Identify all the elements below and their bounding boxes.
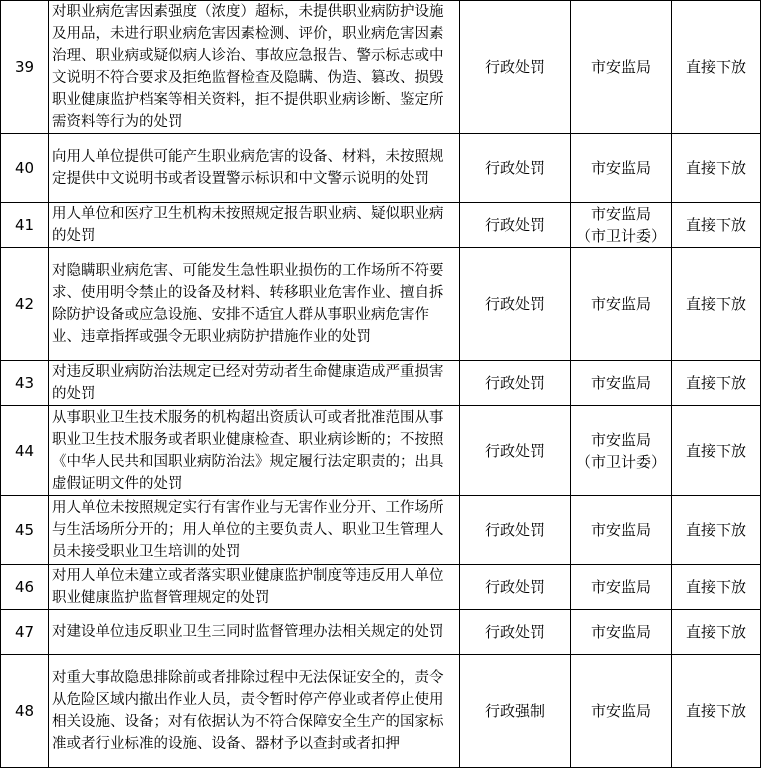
department xyxy=(571,655,672,768)
table-row xyxy=(1,248,761,361)
table-body xyxy=(1,1,761,768)
item-name: 用人单位和医疗卫生机构未按照规定报告职业病、疑似职业病的处罚 xyxy=(49,203,460,248)
row-number: 42 xyxy=(1,248,49,361)
department xyxy=(571,134,672,203)
department xyxy=(571,565,672,610)
department-name: 市安监局 xyxy=(590,430,651,449)
table-row xyxy=(1,1,761,134)
item-name: 用人单位未按照规定实行有害作业与无害作业分开、工作场所与生活场所分开的；用人单位的主要负责人、职业卫生管理人员未接受职业卫生培训的处罚 xyxy=(49,496,460,565)
department-name: 市安监局 xyxy=(590,295,651,313)
delegation-mode: 直接下放 xyxy=(672,248,761,361)
power-type: 行政处罚 xyxy=(460,203,571,248)
department xyxy=(571,1,672,134)
delegation-mode: 直接下放 xyxy=(672,203,761,248)
table-row xyxy=(1,361,761,406)
table-row xyxy=(1,203,761,248)
table-row xyxy=(1,610,761,655)
delegation-mode: 直接下放 xyxy=(672,610,761,655)
power-type: 行政处罚 xyxy=(460,610,571,655)
department-name: 市安监局 xyxy=(590,521,651,539)
power-type: 行政强制 xyxy=(460,655,571,768)
item-name: 对隐瞒职业病危害、可能发生急性职业损伤的工作场所不符要求、使用明令禁止的设备及材料、转移职业危害作业、擅自拆除防护设备或应急设施、安排不适宜人群从事职业病危害作业、违章指挥或强令无职业病防护措施作业的处罚 xyxy=(49,248,460,361)
row-number: 48 xyxy=(1,655,49,768)
power-type: 行政处罚 xyxy=(460,1,571,134)
delegation-mode: 直接下放 xyxy=(672,134,761,203)
delegation-mode: 直接下放 xyxy=(672,361,761,406)
department-name: 市安监局 xyxy=(590,578,651,596)
item-name: 对职业病危害因素强度（浓度）超标，未提供职业病防护设施及用品，未进行职业病危害因素检测、评价，职业病危害因素治理、职业病或疑似病人诊治、事故应急报告、警示标志或中文说明不符合要求及拒绝监督检查及隐瞒、伪造、篡改、损毁职业健康监护档案等相关资料，拒不提供职业病诊断、鉴定所需资料等行为的处罚 xyxy=(49,1,460,134)
row-number: 47 xyxy=(1,610,49,655)
row-number: 39 xyxy=(1,1,49,134)
row-number: 40 xyxy=(1,134,49,203)
table-row xyxy=(1,496,761,565)
department-note: （市卫计委） xyxy=(575,227,666,245)
department-name: 市安监局 xyxy=(590,159,651,177)
department xyxy=(571,248,672,361)
department-name: 市安监局 xyxy=(590,702,651,720)
power-type: 行政处罚 xyxy=(460,406,571,496)
row-number: 41 xyxy=(1,203,49,248)
item-name: 对用人单位未建立或者落实职业健康监护制度等违反用人单位职业健康监护监督管理规定的处罚 xyxy=(49,565,460,610)
item-name: 向用人单位提供可能产生职业病危害的设备、材料，未按照规定提供中文说明书或者设置警示标识和中文警示说明的处罚 xyxy=(49,134,460,203)
department-note: （市卫计委） xyxy=(575,452,666,471)
item-name: 对建设单位违反职业卫生三同时监督管理办法相关规定的处罚 xyxy=(49,610,460,655)
item-name: 对违反职业病防治法规定已经对劳动者生命健康造成严重损害的处罚 xyxy=(49,361,460,406)
table-row xyxy=(1,655,761,768)
delegation-mode: 直接下放 xyxy=(672,1,761,134)
row-number: 45 xyxy=(1,496,49,565)
table-row xyxy=(1,406,761,496)
department xyxy=(571,406,672,496)
delegation-mode: 直接下放 xyxy=(672,565,761,610)
delegation-mode: 直接下放 xyxy=(672,406,761,496)
department xyxy=(571,610,672,655)
delegation-mode: 直接下放 xyxy=(672,496,761,565)
power-type: 行政处罚 xyxy=(460,496,571,565)
power-type: 行政处罚 xyxy=(460,361,571,406)
department xyxy=(571,496,672,565)
item-name: 从事职业卫生技术服务的机构超出资质认可或者批准范围从事职业卫生技术服务或者职业健康检查、职业病诊断的；不按照《中华人民共和国职业病防治法》规定履行法定职责的；出具虚假证明文件的处罚 xyxy=(49,406,460,496)
department-name: 市安监局 xyxy=(590,374,651,392)
row-number: 46 xyxy=(1,565,49,610)
power-type: 行政处罚 xyxy=(460,134,571,203)
row-number: 44 xyxy=(1,406,49,496)
department xyxy=(571,203,672,248)
department-name: 市安监局 xyxy=(590,205,651,223)
delegation-mode: 直接下放 xyxy=(672,655,761,768)
department-name: 市安监局 xyxy=(590,58,651,76)
power-type: 行政处罚 xyxy=(460,248,571,361)
item-name: 对重大事故隐患排除前或者排除过程中无法保证安全的，责令从危险区域内撤出作业人员，责令暂时停产停业或者停止使用相关设施、设备；对有依据认为不符合保障安全生产的国家标准或者行业标准的设施、设备、器材予以查封或者扣押 xyxy=(49,655,460,768)
table-row xyxy=(1,565,761,610)
table-row xyxy=(1,134,761,203)
row-number: 43 xyxy=(1,361,49,406)
department xyxy=(571,361,672,406)
power-type: 行政处罚 xyxy=(460,565,571,610)
department-name: 市安监局 xyxy=(590,623,651,641)
